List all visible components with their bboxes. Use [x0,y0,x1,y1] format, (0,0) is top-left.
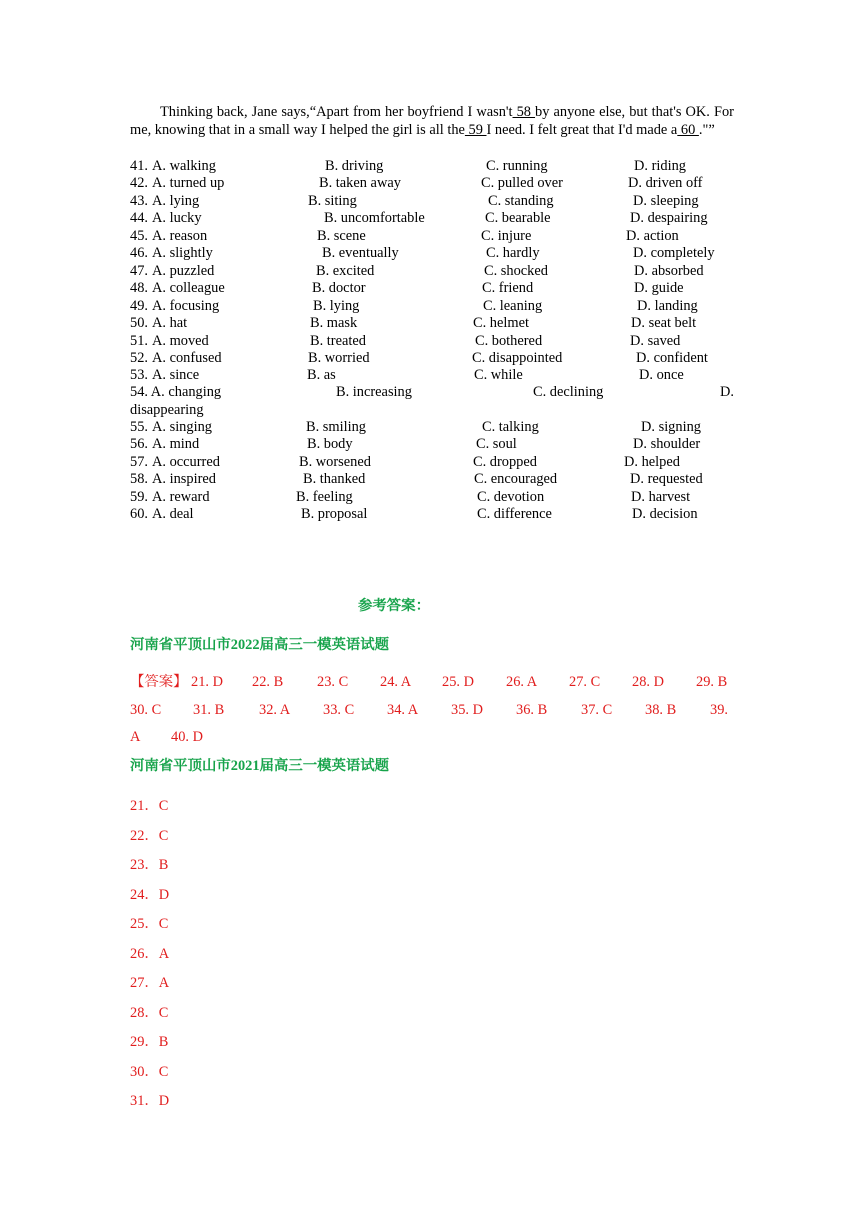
answer-item: 30．C [130,1063,169,1080]
option-c: C. dropped [473,453,537,470]
option-a: A. walking [152,158,216,174]
option-b: B. lying [313,297,360,314]
question-number: 55. [130,419,148,435]
option-a: A. hat [152,315,188,332]
question-number: 49. [130,297,148,314]
answer-item: 21．C [130,798,169,814]
option-a: A. focusing [152,297,220,314]
option-b: B. proposal [301,506,368,523]
option-b: B. mask [310,315,358,332]
option-d: D. landing [637,297,698,314]
option-d: D. shoulder [633,436,701,453]
option-a: A. inspired [152,471,216,488]
answer-item: 37. C [581,702,613,718]
option-c: C. injure [481,227,532,244]
option-a: A. occurred [152,453,220,470]
question-number: 56. [130,436,148,453]
option-d: D. decision [632,506,698,523]
option-c: C. standing [488,192,554,209]
answer-item: 27. C [569,674,601,690]
option-a: A. lucky [152,210,202,227]
question-number: 44. [130,210,148,227]
answer-item: 27．A [130,975,170,991]
answers-heading: 参考答案： [358,598,430,614]
answer-item: 25. D [442,674,474,690]
option-d: D. once [639,367,684,384]
option-c: C. soul [476,436,517,453]
question-number: 57. [130,453,148,470]
answer-item: 33. C [323,702,355,718]
option-b: B. driving [325,158,384,174]
option-c: C. running [486,158,548,174]
section-title-2021: 河南省平顶山市2021届高三一模英语试题 [130,758,390,774]
passage-text: I need. I felt great that I'd made [486,121,668,138]
passage-text: ."” [698,121,715,138]
option-c: C. pulled over [481,175,563,192]
option-c: C. devotion [477,488,545,505]
answer-item: 40. D [171,729,203,745]
question-54 [130,383,734,401]
answer-item: 30. C [130,702,162,718]
option-a: A. puzzled [152,262,215,279]
option-a: A. moved [152,332,209,349]
blank-58: 58 [512,104,536,120]
option-b: B. siting [308,192,357,209]
question-number: 50. [130,315,148,332]
answer-item: 23．B [130,857,169,873]
question-number: 53. [130,367,148,384]
blank-59: 59 [464,121,487,138]
answer-item: 38. B [645,702,677,718]
option-b: B. scene [317,227,366,244]
question-number: 41. [130,158,148,174]
option-b: B. thanked [303,471,366,488]
option-c: C. disappointed [472,349,563,366]
option-d: D. helped [624,453,680,470]
option-d: D. action [626,227,679,244]
option-d: D. riding [634,158,686,174]
option-d: D. completely [633,245,715,262]
option-b: B. treated [310,332,366,349]
answer-item: A [130,729,141,745]
option-c: C. while [474,367,523,384]
option-b: B. excited [316,262,375,279]
option-c: C. leaning [483,297,543,314]
question-number: 48. [130,280,148,297]
passage-paragraph [130,104,734,139]
passage-text: For me, knowing that in a small way I helped the girl is all the [130,104,734,138]
answer-item: 31. B [193,702,225,718]
option-d: D. driven off [628,175,703,192]
option-b: B. worried [308,349,370,366]
passage-text: by anyone else, but that's OK. [535,104,710,120]
answer-item: 36. B [516,702,548,718]
section-title-2022: 河南省平顶山市2022届高三一模英语试题 [130,637,390,653]
question-number: 43. [130,192,148,209]
answer-item: 24. A [380,674,412,690]
option-b: B. doctor [312,280,366,297]
answer-item: 28. D [632,674,664,690]
question-number: 58. [130,471,148,488]
option-a: A. reward [152,488,210,505]
option-a: A. deal [152,506,194,523]
option-d: D. [720,384,734,400]
option-a: A. since [152,367,200,384]
option-c: C. talking [482,419,539,435]
option-a: A. singing [152,419,212,435]
answer-item: 28．C [130,1004,169,1021]
option-a: A. slightly [152,245,213,262]
option-a: A. turned up [152,175,225,192]
option-b: B. body [307,436,353,453]
option-d: D. seat belt [631,315,697,332]
answer-row-3 [130,727,734,747]
answer-item: 31．D [130,1093,170,1109]
option-c: C. bearable [485,210,551,227]
option-c: C. hardly [486,245,540,262]
answer-item: 35. D [451,702,483,718]
answer-label: 【答案】 [130,674,188,690]
option-d: D. sleeping [633,192,699,209]
question-number: 52. [130,349,148,366]
passage-text: a [670,121,678,138]
option-c: C. declining [533,384,604,400]
answer-item: 24．D [130,886,170,903]
question-number: 42. [130,175,148,192]
answer-item: 34. A [387,702,419,718]
answer-item: 29. B [696,674,728,690]
option-d: D. confident [636,349,708,366]
answer-item: 23. C [317,674,349,690]
option-b: B. uncomfortable [324,210,425,227]
option-c: C. difference [477,506,552,523]
answer-item: 25．C [130,916,169,932]
option-d: D. harvest [631,488,691,505]
answer-item: 26．A [130,945,170,962]
option-b: B. as [307,367,336,384]
option-a: A. reason [152,227,208,244]
option-d: D. guide [634,280,684,297]
blank-60: 60 [677,121,699,138]
option-a: A. lying [152,192,200,209]
question-number: 59. [130,488,148,505]
answer-item: 21. D [191,674,223,690]
option-b: B. taken away [319,175,401,192]
option-b: B. increasing [336,384,412,400]
question-number: 60. [130,506,148,523]
answer-row-2 [130,700,734,720]
option-c: C. helmet [473,315,529,332]
question-number: 45. [130,227,148,244]
option-b: B. eventually [322,245,399,262]
option-d-wrap: disappearing [130,402,204,418]
answer-row-1 [130,672,734,692]
answer-item: 39. [710,702,728,718]
question-number: 47. [130,262,148,279]
answer-item: 32. A [259,702,291,718]
answer-item: 22．C [130,827,169,844]
option-c: C. encouraged [474,471,558,488]
option-a: A. mind [152,436,200,453]
option-d: D. despairing [630,210,708,227]
question-number: 51. [130,332,148,349]
option-b: B. feeling [296,488,353,505]
option-c: C. friend [482,280,534,297]
option-c: C. shocked [484,262,548,279]
answer-item: 26. A [506,674,538,690]
option-c: C. bothered [475,332,543,349]
option-d: D. absorbed [634,262,704,279]
option-a: A. confused [152,349,222,366]
option-b: B. worsened [299,453,371,470]
option-b: B. smiling [306,419,366,435]
option-a: A. colleague [152,280,225,297]
answer-item: 22. B [252,674,284,690]
question-number: 46. [130,245,148,262]
option-d: D. requested [630,471,703,488]
answer-item: 29．B [130,1034,169,1050]
option-a: 54. A. changing [130,384,222,400]
option-d: D. saved [630,332,681,349]
option-d: D. signing [641,419,701,435]
passage-text: Thinking back, Jane says,“Apart from her boyfriend I wasn't [160,104,513,120]
